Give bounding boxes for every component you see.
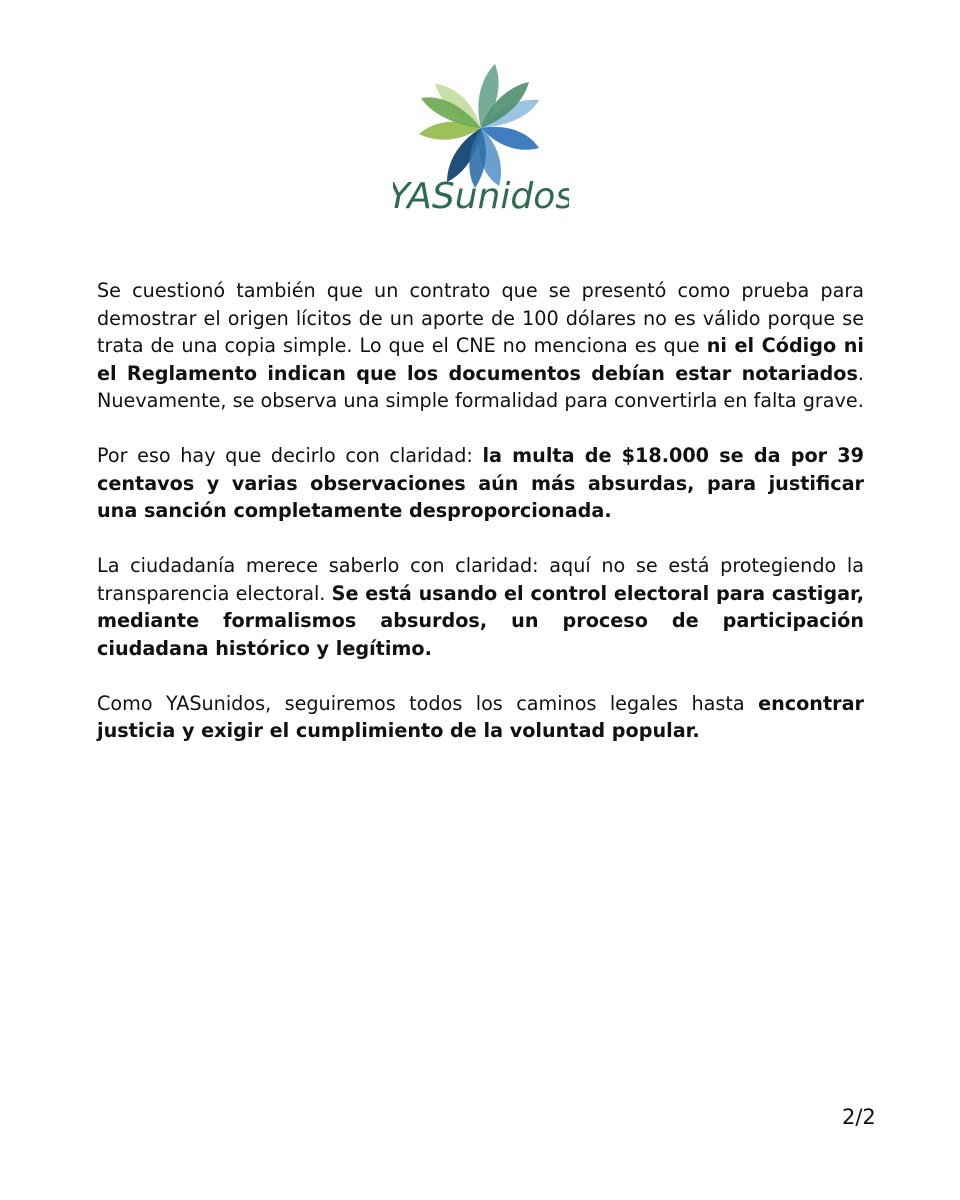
- paragraph-1-text-2: . Nuevamente, se observa una simple formalidad para convertirla en falta grave.: [97, 361, 864, 412]
- paragraph-3: [97, 552, 864, 662]
- paragraph-3-bold-1: Se está usando el control electoral para castigar, mediante formalismos absurdos, un proceso de participación ciudadana histórico y legítimo.: [97, 581, 864, 660]
- yasunidos-logo: [393, 60, 569, 230]
- logo-wordmark: YASunidos: [393, 176, 569, 217]
- paragraph-1-bold-1: ni el Código ni el Reglamento indican que los documentos debían estar notariados: [97, 334, 864, 385]
- paragraph-4: [97, 690, 864, 745]
- paragraph-2: [97, 442, 864, 525]
- document-body: [97, 277, 864, 772]
- paragraph-4-bold-1: encontrar justicia y exigir el cumplimiento de la voluntad popular.: [97, 691, 864, 742]
- paragraph-1: [97, 277, 864, 415]
- paragraph-2-text-1: Por eso hay que decirlo con claridad:: [97, 444, 483, 467]
- paragraph-1-text-1: Se cuestionó también que un contrato que se presentó como prueba para demostrar el origen lícitos de un aporte de 100 dólares no es válido porque se trata de una copia simple. Lo que el CNE no menciona es que: [97, 279, 864, 357]
- paragraph-2-bold-1: la multa de $18.000 se da por 39 centavos y varias observaciones aún más absurdas, para justificar una sanción completamente desproporcionada.: [97, 444, 864, 522]
- paragraph-4-text-1: Como YASunidos, seguiremos todos los caminos legales hasta: [97, 691, 759, 715]
- page-number: 2/2: [842, 1105, 876, 1129]
- pinwheel-leaf-icon: [393, 60, 569, 230]
- paragraph-3-text-1: La ciudadanía merece saberlo con claridad: aquí no se está protegiendo la transparencia electoral.: [97, 554, 864, 605]
